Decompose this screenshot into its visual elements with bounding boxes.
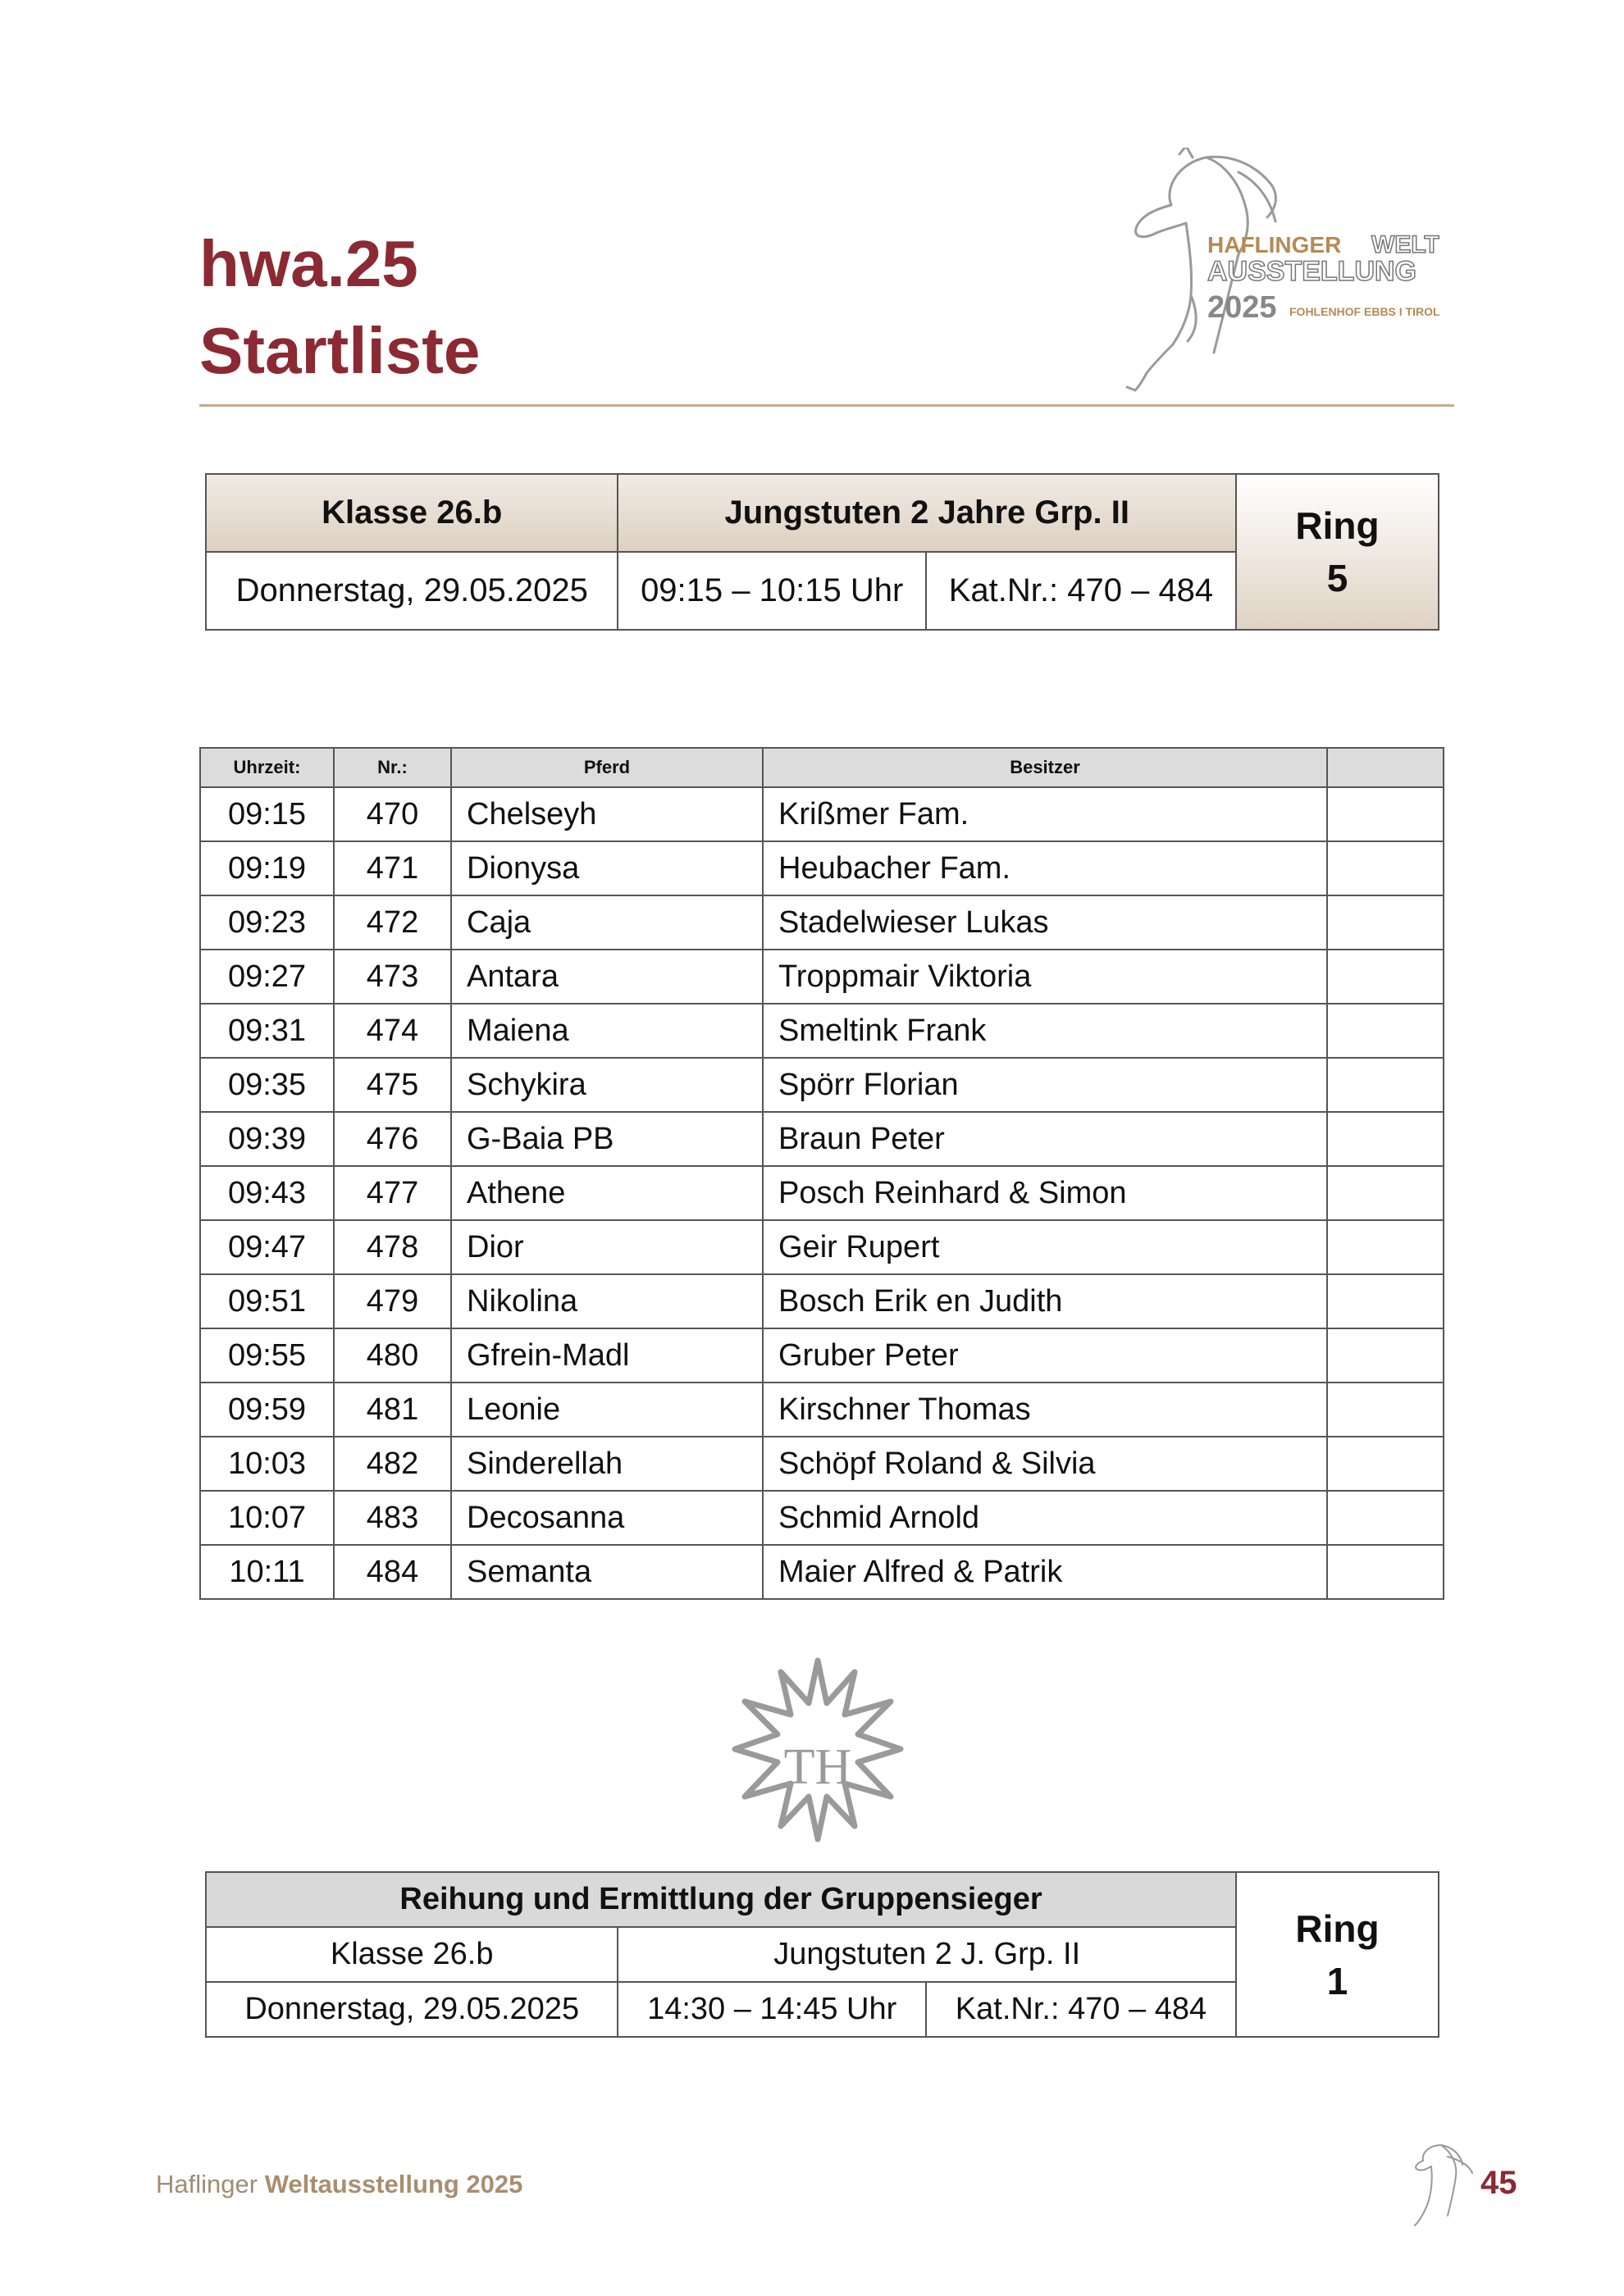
cell-extra <box>1327 1437 1444 1491</box>
cell-owner: Troppmair Viktoria <box>763 950 1327 1004</box>
cell-nr: 476 <box>334 1112 451 1166</box>
ring-cell <box>1236 474 1439 630</box>
cell-horse: Sinderellah <box>451 1437 763 1491</box>
cell-owner: Bosch Erik en Judith <box>763 1274 1327 1328</box>
start-list-table <box>199 747 1444 1600</box>
cell-horse: Gfrein-Madl <box>451 1328 763 1383</box>
cell-nr: 473 <box>334 950 451 1004</box>
page-title: hwa.25 <box>199 227 418 300</box>
cell-time: 09:19 <box>200 841 334 895</box>
footer-text-bold: Weltausstellung 2025 <box>264 2170 523 2198</box>
cell-nr: 483 <box>334 1491 451 1545</box>
cell-nr: 484 <box>334 1545 451 1599</box>
group-time: 14:30 – 14:45 Uhr <box>618 1982 925 2037</box>
cell-horse: Leonie <box>451 1383 763 1437</box>
cell-owner: Gruber Peter <box>763 1328 1327 1383</box>
cell-nr: 482 <box>334 1437 451 1491</box>
cell-time: 09:31 <box>200 1004 334 1058</box>
class-time: 09:15 – 10:15 Uhr <box>618 552 925 630</box>
table-row <box>200 950 1444 1004</box>
cell-extra <box>1327 1545 1444 1599</box>
cell-extra <box>1327 787 1444 841</box>
table-row <box>200 841 1444 895</box>
cell-horse: Dionysa <box>451 841 763 895</box>
ring-cell <box>1236 1872 1439 2037</box>
cell-extra <box>1327 1058 1444 1112</box>
cell-extra <box>1327 841 1444 895</box>
ring-label: Ring <box>1295 504 1380 547</box>
cell-horse: Maiena <box>451 1004 763 1058</box>
cell-extra <box>1327 1166 1444 1220</box>
column-header-nr: Nr.: <box>334 748 451 787</box>
cell-time: 09:47 <box>200 1220 334 1274</box>
table-row <box>200 1491 1444 1545</box>
logo-word-welt: WELT <box>1371 231 1439 258</box>
cell-horse: G-Baia PB <box>451 1112 763 1166</box>
ring-number: 1 <box>1326 1959 1348 2002</box>
cell-time: 09:51 <box>200 1274 334 1328</box>
cell-horse: Schykira <box>451 1058 763 1112</box>
cell-owner: Maier Alfred & Patrik <box>763 1545 1327 1599</box>
cell-extra <box>1327 1274 1444 1328</box>
footer-text <box>156 2170 522 2199</box>
group-class-label: Klasse 26.b <box>206 1927 618 1982</box>
table-row <box>200 1166 1444 1220</box>
cell-extra <box>1327 895 1444 950</box>
page-subtitle: Startliste <box>199 314 481 387</box>
cell-time: 09:43 <box>200 1166 334 1220</box>
cell-time: 10:11 <box>200 1545 334 1599</box>
cell-owner: Braun Peter <box>763 1112 1327 1166</box>
cell-nr: 478 <box>334 1220 451 1274</box>
table-row <box>200 895 1444 950</box>
cell-owner: Posch Reinhard & Simon <box>763 1166 1327 1220</box>
table-row <box>200 1058 1444 1112</box>
table-row <box>200 1220 1444 1274</box>
cell-time: 10:07 <box>200 1491 334 1545</box>
title-divider <box>199 404 1454 407</box>
haflinger-horse-logo <box>1107 148 1460 394</box>
table-row <box>200 1545 1444 1599</box>
cell-extra <box>1327 1328 1444 1383</box>
cell-horse: Caja <box>451 895 763 950</box>
cell-nr: 479 <box>334 1274 451 1328</box>
cell-owner: Smeltink Frank <box>763 1004 1327 1058</box>
cell-owner: Heubacher Fam. <box>763 841 1327 895</box>
class-label: Klasse 26.b <box>206 474 618 552</box>
cell-owner: Spörr Florian <box>763 1058 1327 1112</box>
page-number: 45 <box>1480 2165 1517 2201</box>
group-ranking-heading: Reihung und Ermittlung der Gruppensieger <box>206 1872 1236 1927</box>
group-katnr: Kat.Nr.: 470 – 484 <box>926 1982 1236 2037</box>
footer-text-light: Haflinger <box>156 2170 265 2198</box>
group-date: Donnerstag, 29.05.2025 <box>206 1982 618 2037</box>
cell-owner: Schmid Arnold <box>763 1491 1327 1545</box>
cell-horse: Semanta <box>451 1545 763 1599</box>
cell-nr: 472 <box>334 895 451 950</box>
cell-nr: 470 <box>334 787 451 841</box>
column-header-extra <box>1327 748 1444 787</box>
table-row <box>200 1437 1444 1491</box>
logo-year: 2025 <box>1207 290 1277 325</box>
table-row <box>200 1328 1444 1383</box>
class-date: Donnerstag, 29.05.2025 <box>206 552 618 630</box>
class-info-table <box>205 473 1439 631</box>
cell-nr: 474 <box>334 1004 451 1058</box>
emblem-letters: TH <box>783 1739 852 1795</box>
cell-nr: 475 <box>334 1058 451 1112</box>
cell-horse: Dior <box>451 1220 763 1274</box>
cell-time: 09:39 <box>200 1112 334 1166</box>
group-ranking-table <box>205 1871 1439 2038</box>
cell-owner: Kirschner Thomas <box>763 1383 1327 1437</box>
cell-owner: Geir Rupert <box>763 1220 1327 1274</box>
cell-owner: Krißmer Fam. <box>763 787 1327 841</box>
cell-extra <box>1327 1004 1444 1058</box>
cell-time: 09:35 <box>200 1058 334 1112</box>
class-katnr: Kat.Nr.: 470 – 484 <box>926 552 1236 630</box>
class-group: Jungstuten 2 Jahre Grp. II <box>618 474 1236 552</box>
table-row <box>200 1112 1444 1166</box>
column-header-time: Uhrzeit: <box>200 748 334 787</box>
cell-extra <box>1327 1112 1444 1166</box>
table-header-row <box>200 748 1444 787</box>
logo-word-haflinger: HAFLINGER <box>1207 232 1342 257</box>
table-row <box>200 787 1444 841</box>
cell-time: 09:27 <box>200 950 334 1004</box>
cell-time: 09:23 <box>200 895 334 950</box>
cell-owner: Stadelwieser Lukas <box>763 895 1327 950</box>
ring-label: Ring <box>1295 1906 1380 1950</box>
cell-nr: 480 <box>334 1328 451 1383</box>
group-class-group: Jungstuten 2 J. Grp. II <box>618 1927 1236 1982</box>
cell-horse: Chelseyh <box>451 787 763 841</box>
cell-horse: Decosanna <box>451 1491 763 1545</box>
cell-nr: 471 <box>334 841 451 895</box>
table-row <box>200 1383 1444 1437</box>
cell-owner: Schöpf Roland & Silvia <box>763 1437 1327 1491</box>
logo-location: FOHLENHOF EBBS I TIROL <box>1289 305 1440 318</box>
cell-extra <box>1327 1491 1444 1545</box>
cell-time: 10:03 <box>200 1437 334 1491</box>
cell-extra <box>1327 950 1444 1004</box>
cell-horse: Nikolina <box>451 1274 763 1328</box>
cell-horse: Athene <box>451 1166 763 1220</box>
horse-icon <box>1407 2140 1476 2226</box>
cell-nr: 481 <box>334 1383 451 1437</box>
cell-extra <box>1327 1220 1444 1274</box>
cell-nr: 477 <box>334 1166 451 1220</box>
column-header-horse: Pferd <box>451 748 763 787</box>
ring-number: 5 <box>1326 557 1348 599</box>
logo-word-ausstellung: AUSSTELLUNG <box>1207 256 1416 287</box>
column-header-owner: Besitzer <box>763 748 1327 787</box>
edelweiss-emblem-icon <box>730 1652 906 1845</box>
cell-time: 09:15 <box>200 787 334 841</box>
cell-horse: Antara <box>451 950 763 1004</box>
table-row <box>200 1274 1444 1328</box>
cell-extra <box>1327 1383 1444 1437</box>
table-row <box>200 1004 1444 1058</box>
cell-time: 09:59 <box>200 1383 334 1437</box>
cell-time: 09:55 <box>200 1328 334 1383</box>
